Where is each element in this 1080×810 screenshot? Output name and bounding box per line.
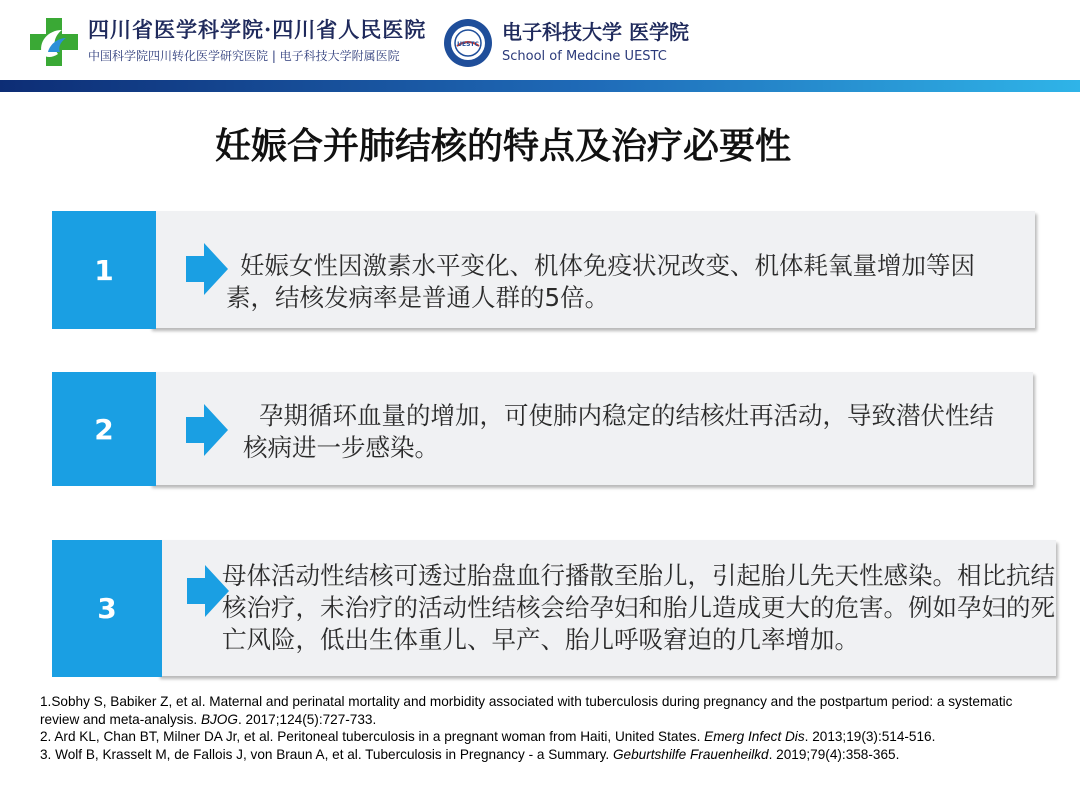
- references: [40, 693, 1050, 763]
- journal-name: Emerg Infect Dis: [704, 729, 805, 744]
- slide-title: 妊娠合并肺结核的特点及治疗必要性: [214, 126, 791, 167]
- point-text: 妊娠女性因激素水平变化、机体免疫状况改变、机体耗氧量增加等因素，结核发病率是普通人群的5倍。: [226, 251, 975, 313]
- hospital-logo-icon: [28, 16, 80, 68]
- point-number-badge: 1: [52, 211, 156, 329]
- arrow-right-icon: [186, 243, 228, 295]
- institution-1-subtitle: 中国科学院四川转化医学研究医院 | 电子科技大学附属医院: [88, 49, 400, 63]
- reference-item: 3. Wolf B, Krasselt M, de Fallois J, von Braun A, et al. Tuberculosis in Pregnancy - a Summary. Geburtshilfe Frauenheilkd. 2019;79(4):358-365.: [40, 746, 900, 762]
- university-seal-icon: [443, 18, 493, 68]
- institution-1-name: 四川省医学科学院·四川省人民医院: [88, 17, 427, 42]
- journal-name: BJOG: [200, 711, 238, 727]
- point-text: 孕期循环血量的增加，可使肺内稳定的结核灶再活动，导致潜伏性结核病进一步感染。: [243, 401, 994, 463]
- point-number-badge: 3: [52, 540, 162, 677]
- journal-name: Geburtshilfe Frauenheilkd: [612, 746, 769, 762]
- point-text: 母体活动性结核可透过胎盘血行播散至胎儿，引起胎儿先天性感染。相比抗结核治疗，未治疗的活动性结核会给孕妇和胎儿造成更大的危害。例如孕妇的死亡风险，低出生体重儿、早产、胎儿呼吸窘迫的几率增加。: [222, 561, 1055, 654]
- slide-header: [0, 0, 1080, 92]
- institution-2-name: 电子科技大学 医学院: [502, 20, 689, 44]
- reference-item: 1.Sobhy S, Babiker Z, et al. Maternal and perinatal mortality and morbidity associated with tuberculosis during pregnancy and the postpartum period: a systematic review and meta-analysis. BJOG. 2017;124(5):727-733.: [40, 694, 1013, 727]
- institution-2-subtitle: School of Medcine UESTC: [502, 49, 667, 64]
- header-color-band: [0, 80, 1080, 92]
- point-number-badge: 2: [52, 372, 156, 486]
- university-seal-text: UESTC: [457, 41, 479, 48]
- arrow-right-icon: [186, 404, 228, 456]
- reference-item: 2. Ard KL, Chan BT, Milner DA Jr, et al. Peritoneal tuberculosis in a pregnant woman from Haiti, United States. Emerg Infect Dis. 2013;19(3):514-516.: [40, 729, 936, 744]
